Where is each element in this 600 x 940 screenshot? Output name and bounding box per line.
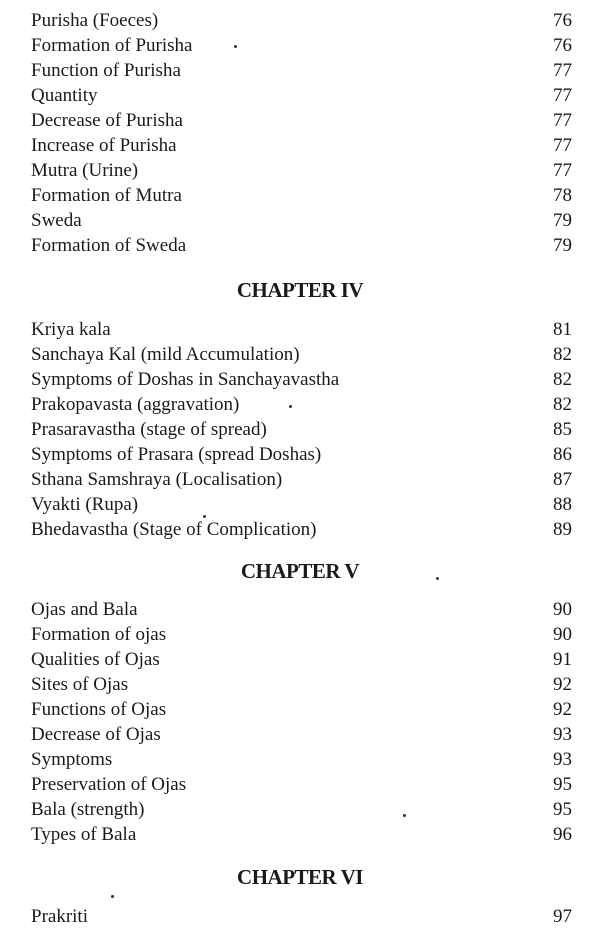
toc-entry bbox=[31, 647, 572, 672]
entry-page-number: 90 bbox=[553, 599, 572, 620]
entry-page-number: 97 bbox=[553, 906, 572, 927]
entry-page-number: 95 bbox=[553, 774, 572, 795]
toc-entry bbox=[31, 108, 572, 133]
toc-entry bbox=[31, 442, 572, 467]
entry-title: Formation of Mutra bbox=[31, 185, 182, 206]
entry-page-number: 91 bbox=[553, 649, 572, 670]
scan-speck bbox=[436, 577, 439, 580]
toc-entry bbox=[31, 797, 572, 822]
entry-title: Sthana Samshraya (Localisation) bbox=[31, 469, 283, 490]
entry-title: Decrease of Purisha bbox=[31, 110, 183, 131]
entry-page-number: 92 bbox=[553, 699, 572, 720]
chapter-heading: CHAPTER VI bbox=[237, 865, 363, 889]
toc-entry bbox=[31, 904, 572, 929]
toc-entry bbox=[31, 367, 572, 392]
toc-entry bbox=[31, 517, 572, 542]
toc-entry bbox=[31, 183, 572, 208]
entry-page-number: 93 bbox=[553, 724, 572, 745]
entry-page-number: 76 bbox=[553, 35, 572, 56]
entry-title: Quantity bbox=[31, 85, 98, 106]
entry-title: Formation of Purisha bbox=[31, 35, 193, 56]
entry-title: Types of Bala bbox=[31, 824, 137, 845]
entry-title: Vyakti (Rupa) bbox=[31, 494, 139, 515]
entry-title: Mutra (Urine) bbox=[31, 160, 139, 181]
toc-entry bbox=[31, 317, 572, 342]
toc-entry bbox=[31, 672, 572, 697]
entry-title: Formation of ojas bbox=[31, 624, 167, 645]
toc-entry bbox=[31, 622, 572, 647]
entry-title: Purisha (Foeces) bbox=[31, 10, 159, 31]
entry-page-number: 81 bbox=[553, 319, 572, 340]
entry-page-number: 89 bbox=[553, 519, 572, 540]
entry-page-number: 88 bbox=[553, 494, 572, 515]
toc-entry bbox=[31, 342, 572, 367]
entry-title: Symptoms of Doshas in Sanchayavastha bbox=[31, 369, 340, 390]
entry-title: Sweda bbox=[31, 210, 82, 231]
entry-page-number: 77 bbox=[553, 160, 572, 181]
entry-page-number: 86 bbox=[553, 444, 572, 465]
entry-page-number: 77 bbox=[553, 135, 572, 156]
toc-entry bbox=[31, 33, 572, 58]
chapter-heading: CHAPTER IV bbox=[236, 278, 364, 302]
entry-title: Function of Purisha bbox=[31, 60, 181, 81]
entry-title: Prakopavasta (aggravation) bbox=[31, 394, 240, 415]
entry-page-number: 77 bbox=[553, 85, 572, 106]
scan-speck bbox=[203, 515, 206, 518]
entry-page-number: 79 bbox=[553, 210, 572, 231]
entry-page-number: 79 bbox=[553, 235, 572, 256]
toc-entry bbox=[31, 467, 572, 492]
scan-speck bbox=[289, 405, 292, 408]
scan-speck bbox=[234, 45, 237, 48]
toc-entry bbox=[31, 822, 572, 847]
entry-page-number: 77 bbox=[553, 60, 572, 81]
entry-title: Symptoms bbox=[31, 749, 113, 770]
toc-entry bbox=[31, 417, 572, 442]
entry-page-number: 87 bbox=[553, 469, 572, 490]
entry-title: Kriya kala bbox=[31, 319, 111, 340]
entry-page-number: 82 bbox=[553, 394, 572, 415]
entry-title: Qualities of Ojas bbox=[31, 649, 160, 670]
entry-page-number: 77 bbox=[553, 110, 572, 131]
entry-page-number: 92 bbox=[553, 674, 572, 695]
scan-speck bbox=[403, 814, 406, 817]
toc-entry bbox=[31, 722, 572, 747]
entry-title: Increase of Purisha bbox=[31, 135, 177, 156]
entry-title: Decrease of Ojas bbox=[31, 724, 161, 745]
toc-entry bbox=[31, 492, 572, 517]
entry-page-number: 76 bbox=[553, 10, 572, 31]
chapter-heading: CHAPTER V bbox=[240, 559, 360, 583]
entry-page-number: 95 bbox=[553, 799, 572, 820]
toc-entry bbox=[31, 8, 572, 33]
entry-title: Functions of Ojas bbox=[31, 699, 167, 720]
entry-page-number: 96 bbox=[553, 824, 572, 845]
entry-page-number: 90 bbox=[553, 624, 572, 645]
toc-entry bbox=[31, 747, 572, 772]
entry-title: Bhedavastha (Stage of Complication) bbox=[31, 519, 317, 540]
entry-page-number: 93 bbox=[553, 749, 572, 770]
toc-entry bbox=[31, 772, 572, 797]
toc-entry bbox=[31, 158, 572, 183]
scan-speck bbox=[111, 895, 114, 898]
entry-title: Symptoms of Prasara (spread Doshas) bbox=[31, 444, 322, 465]
toc-entry bbox=[31, 597, 572, 622]
toc-entry bbox=[31, 58, 572, 83]
entry-title: Ojas and Bala bbox=[31, 599, 138, 620]
entry-title: Formation of Sweda bbox=[31, 235, 187, 256]
toc-entry bbox=[31, 233, 572, 258]
entry-page-number: 82 bbox=[553, 369, 572, 390]
entry-title: Sanchaya Kal (mild Accumulation) bbox=[31, 344, 300, 365]
toc-entry bbox=[31, 83, 572, 108]
entry-page-number: 78 bbox=[553, 185, 572, 206]
toc-entry bbox=[31, 392, 572, 417]
toc-entry bbox=[31, 697, 572, 722]
entry-title: Preservation of Ojas bbox=[31, 774, 187, 795]
entry-title: Bala (strength) bbox=[31, 799, 145, 820]
entry-title: Sites of Ojas bbox=[31, 674, 129, 695]
entry-title: Prasaravastha (stage of spread) bbox=[31, 419, 267, 440]
entry-title: Prakriti bbox=[31, 906, 88, 927]
toc-entry bbox=[31, 208, 572, 233]
toc-entry bbox=[31, 133, 572, 158]
entry-page-number: 82 bbox=[553, 344, 572, 365]
entry-page-number: 85 bbox=[553, 419, 572, 440]
